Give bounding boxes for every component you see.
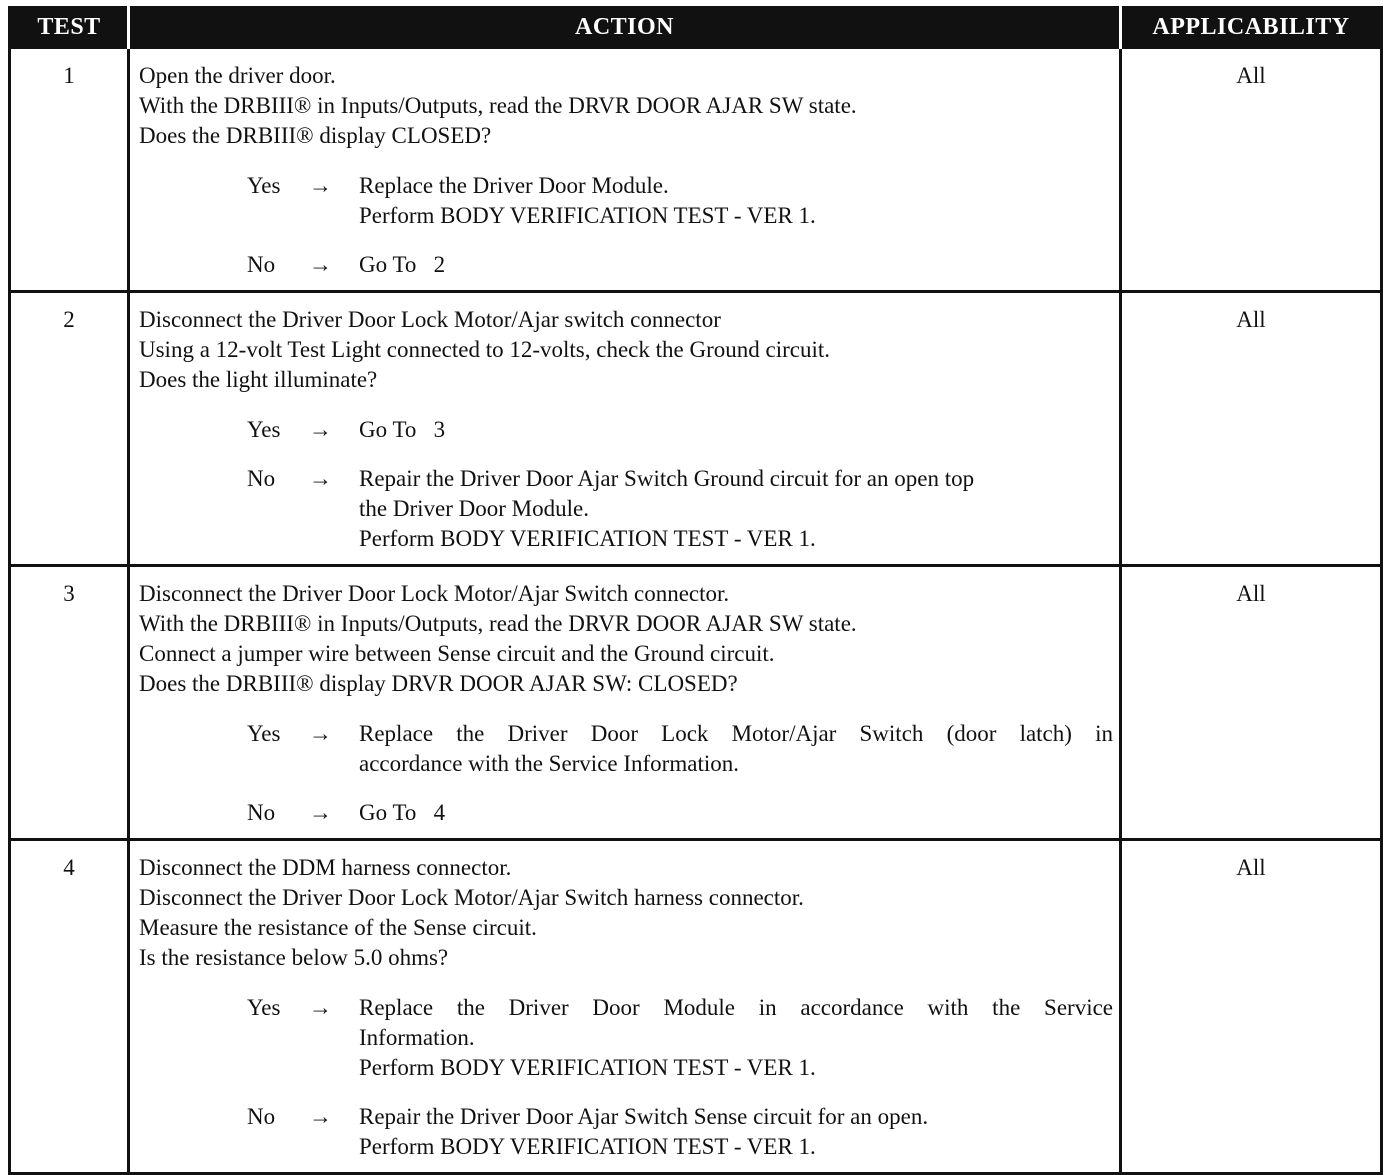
result-line: Go To 2 — [359, 252, 446, 277]
diagnostic-procedure — [8, 6, 1380, 1175]
branch-list — [139, 415, 1113, 554]
result-line: Repair the Driver Door Ajar Switch Ground circuit for an open top — [359, 466, 975, 491]
step-text: Disconnect the Driver Door Lock Motor/Ajar Switch harness connector. — [139, 885, 804, 910]
no-label: No — [247, 466, 276, 491]
table-row — [10, 840, 1382, 1174]
action-cell — [129, 48, 1121, 292]
no-result — [359, 798, 1113, 828]
step-text: Open the driver door. — [139, 63, 336, 88]
yes-label: Yes — [247, 173, 281, 198]
yes-result — [359, 415, 1113, 445]
step-text: Disconnect the Driver Door Lock Motor/Ajar switch connector — [139, 307, 721, 332]
step-text: Does the light illuminate? — [139, 367, 378, 392]
right-arrow-icon: → — [309, 1104, 332, 1129]
result-line: Replace the Driver Door Module. — [359, 173, 669, 198]
header-test: TEST — [10, 8, 129, 48]
no-branch — [139, 250, 1113, 280]
no-result — [359, 1102, 1113, 1162]
test-number: 2 — [10, 292, 129, 566]
result-line: Go To 4 — [359, 800, 446, 825]
result-line: Perform BODY VERIFICATION TEST - VER 1. — [359, 1055, 816, 1080]
step-text: With the DRBIII® in Inputs/Outputs, read the DRVR DOOR AJAR SW state. — [139, 611, 857, 636]
applicability-value: All — [1121, 566, 1382, 840]
yes-label: Yes — [247, 995, 281, 1020]
result-line: Perform BODY VERIFICATION TEST - VER 1. — [359, 203, 816, 228]
yes-result — [359, 993, 1113, 1083]
result-line: Information. — [359, 1025, 475, 1050]
result-line: Go To 3 — [359, 417, 446, 442]
yes-branch — [139, 719, 1113, 779]
table-row — [10, 566, 1382, 840]
table-header — [10, 8, 1382, 48]
no-branch — [139, 1102, 1113, 1162]
table-row — [10, 292, 1382, 566]
yes-result — [359, 719, 1113, 779]
right-arrow-icon: → — [309, 417, 332, 442]
result-line: accordance with the Service Information. — [359, 751, 739, 776]
branch-list — [139, 719, 1113, 828]
no-label: No — [247, 252, 276, 277]
step-text: Is the resistance below 5.0 ohms? — [139, 945, 449, 970]
applicability-value: All — [1121, 840, 1382, 1174]
no-result — [359, 464, 1113, 554]
branch-list — [139, 993, 1113, 1162]
no-label: No — [247, 800, 276, 825]
diagnostic-table — [8, 6, 1383, 1175]
no-label: No — [247, 1104, 276, 1129]
step-text: Measure the resistance of the Sense circuit. — [139, 915, 537, 940]
table-row — [10, 48, 1382, 292]
step-text: Connect a jumper wire between Sense circuit and the Ground circuit. — [139, 641, 775, 666]
result-line: the Driver Door Module. — [359, 496, 589, 521]
yes-result — [359, 171, 1113, 231]
no-result — [359, 250, 1113, 280]
branch-list — [139, 171, 1113, 280]
yes-branch — [139, 993, 1113, 1083]
test-number: 3 — [10, 566, 129, 840]
right-arrow-icon: → — [309, 721, 332, 746]
test-number: 1 — [10, 48, 129, 292]
result-line: Perform BODY VERIFICATION TEST - VER 1. — [359, 1134, 816, 1159]
test-number: 4 — [10, 840, 129, 1174]
yes-label: Yes — [247, 721, 281, 746]
header-action: ACTION — [129, 8, 1121, 48]
yes-label: Yes — [247, 417, 281, 442]
result-line: Replace the Driver Door Module in accordance with the Service — [359, 995, 1113, 1020]
yes-branch — [139, 171, 1113, 231]
action-cell — [129, 840, 1121, 1174]
result-line: Repair the Driver Door Ajar Switch Sense circuit for an open. — [359, 1104, 929, 1129]
step-text: With the DRBIII® in Inputs/Outputs, read the DRVR DOOR AJAR SW state. — [139, 93, 857, 118]
no-branch — [139, 464, 1113, 554]
right-arrow-icon: → — [309, 173, 332, 198]
result-line: Perform BODY VERIFICATION TEST - VER 1. — [359, 526, 816, 551]
applicability-value: All — [1121, 48, 1382, 292]
right-arrow-icon: → — [309, 252, 332, 277]
right-arrow-icon: → — [309, 995, 332, 1020]
result-line: Replace the Driver Door Lock Motor/Ajar Switch (door latch) in — [359, 721, 1113, 746]
right-arrow-icon: → — [309, 800, 332, 825]
yes-branch — [139, 415, 1113, 445]
applicability-value: All — [1121, 292, 1382, 566]
right-arrow-icon: → — [309, 466, 332, 491]
step-text: Using a 12-volt Test Light connected to 12-volts, check the Ground circuit. — [139, 337, 830, 362]
step-text: Disconnect the Driver Door Lock Motor/Ajar Switch connector. — [139, 581, 730, 606]
action-cell — [129, 292, 1121, 566]
action-cell — [129, 566, 1121, 840]
no-branch — [139, 798, 1113, 828]
header-applicability: APPLICABILITY — [1121, 8, 1382, 48]
step-text: Disconnect the DDM harness connector. — [139, 855, 512, 880]
step-text: Does the DRBIII® display CLOSED? — [139, 123, 492, 148]
step-text: Does the DRBIII® display DRVR DOOR AJAR SW: CLOSED? — [139, 671, 738, 696]
